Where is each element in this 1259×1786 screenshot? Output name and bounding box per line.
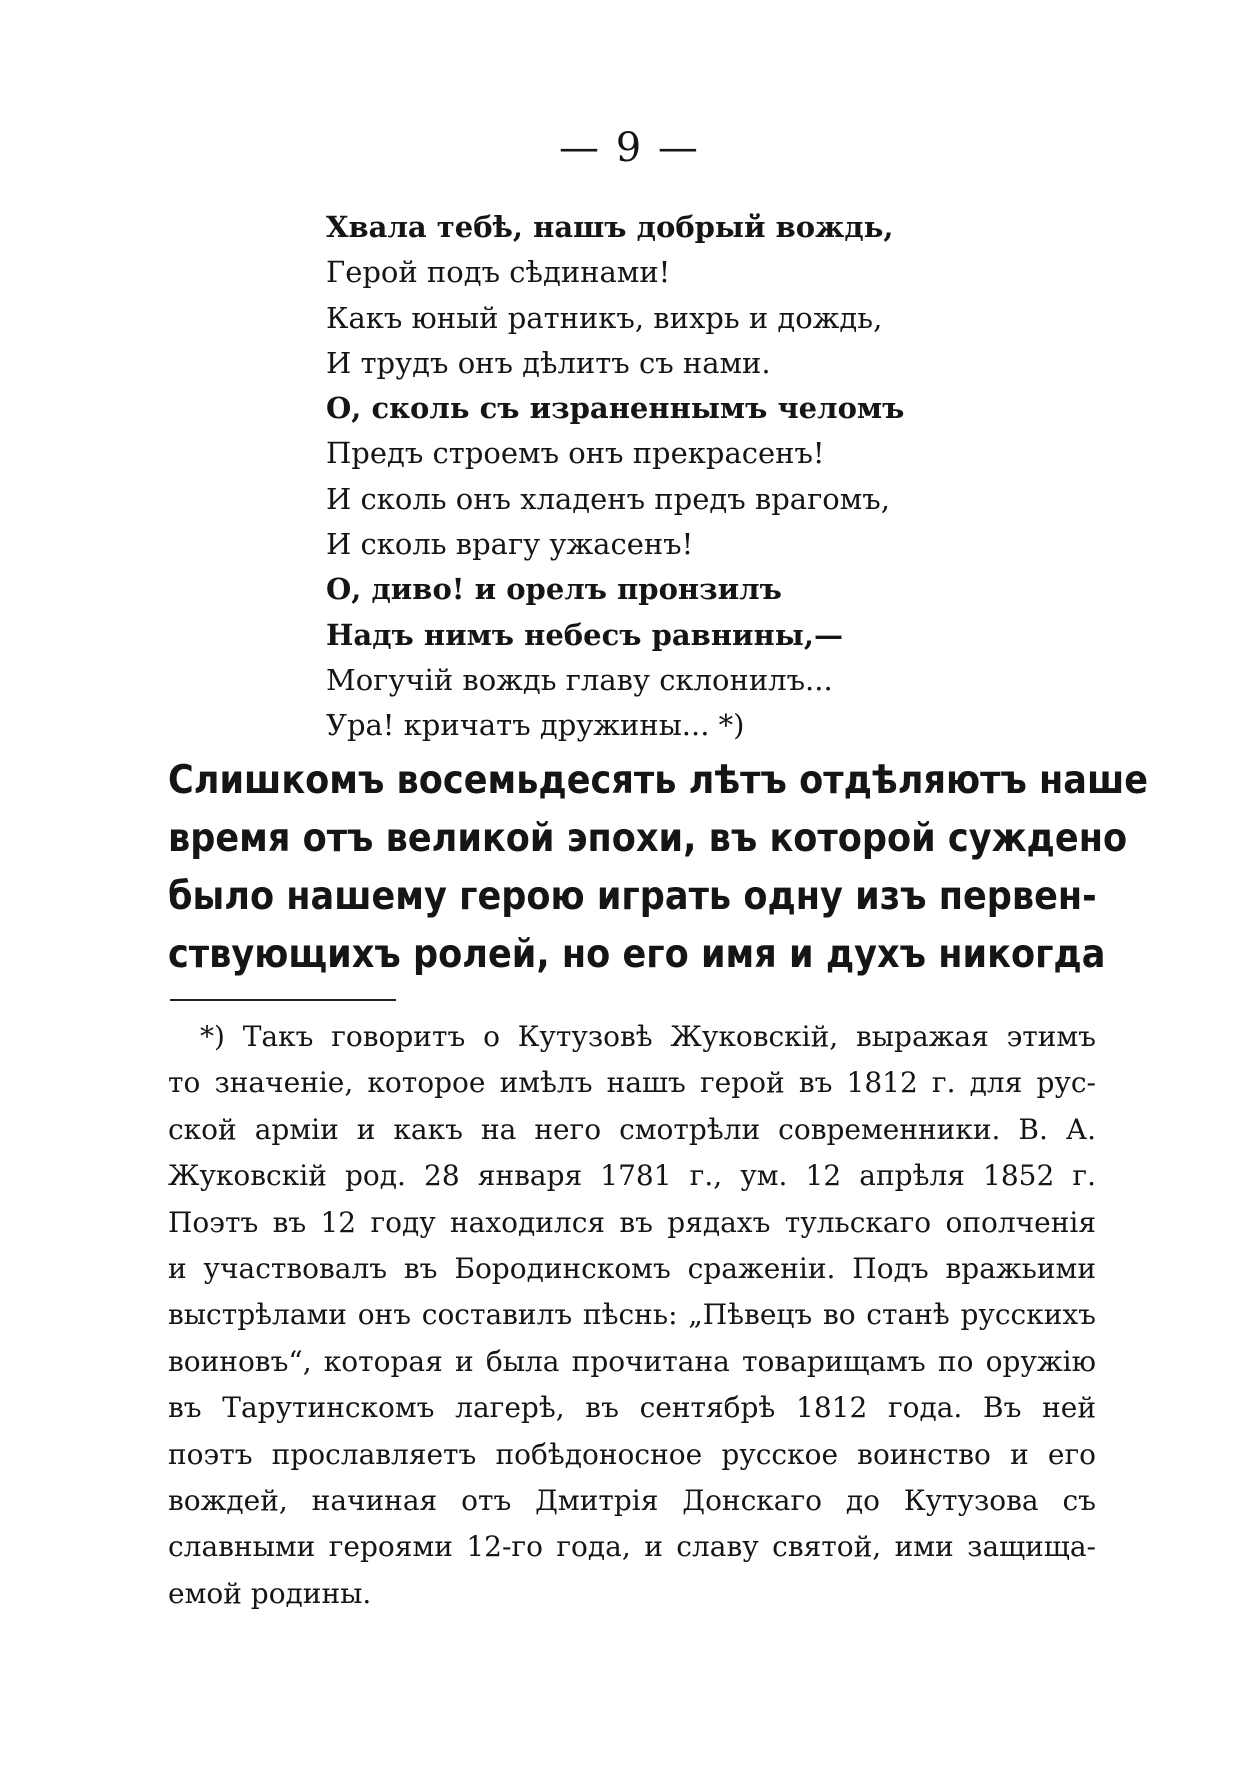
footnote-line: въ Тарутинскомъ лагерѣ, въ сентябрѣ 1812 года. Въ ней bbox=[168, 1391, 1096, 1425]
footnote-line: *) Такъ говоритъ о Кутузовѣ Жуковскій, выражая этимъ bbox=[200, 1020, 1096, 1053]
footnote-line: славными героями 12-го года, и славу святой, ими защища- bbox=[168, 1530, 1096, 1564]
poem-line: Хвала тебѣ, нашъ добрый вождь, bbox=[326, 210, 894, 244]
main-text-line: было нашему герою играть одну изъ первен- bbox=[168, 874, 1097, 919]
poem-line: И сколь онъ хладенъ предъ врагомъ, bbox=[326, 481, 890, 516]
poem-line: О, сколь съ израненнымъ челомъ bbox=[326, 391, 905, 426]
page-number: — 9 — bbox=[559, 125, 700, 171]
poem-line: Герой подъ сѣдинами! bbox=[326, 255, 671, 290]
poem-line: Какъ юный ратникъ, вихрь и дождь, bbox=[326, 300, 883, 335]
poem-line: Ура! кричатъ дружины... *) bbox=[326, 708, 745, 743]
poem-line: И трудъ онъ дѣлитъ съ нами. bbox=[326, 345, 771, 380]
poem-line: Надъ нимъ небесъ равнины,— bbox=[326, 617, 843, 652]
footnote-line: емой родины. bbox=[168, 1576, 372, 1610]
footnote-line: поэтъ прославляетъ побѣдоносное русское воинство и его bbox=[168, 1437, 1096, 1471]
footnote-line: ской арміи и какъ на него смотрѣли современники. В. А. bbox=[168, 1112, 1096, 1146]
footnote-line: и участвовалъ въ Бородинскомъ сраженіи. Подъ вражьими bbox=[168, 1252, 1096, 1286]
footnote-line: Жуковскій род. 28 января 1781 г., ум. 12 апрѣля 1852 г. bbox=[168, 1159, 1096, 1193]
main-text-line: Слишкомъ восемьдесять лѣтъ отдѣляютъ наше bbox=[168, 758, 1149, 803]
footnote-line: выстрѣлами онъ составилъ пѣснь: „Пѣвецъ во станѣ русскихъ bbox=[168, 1298, 1096, 1332]
footnote-line: Поэтъ въ 12 году находился въ рядахъ тульскаго ополченія bbox=[168, 1205, 1096, 1239]
footnote-line: воиновъ“, которая и была прочитана товарищамъ по оружію bbox=[168, 1344, 1096, 1378]
poem bbox=[326, 205, 1086, 749]
footnote bbox=[168, 1014, 1096, 1617]
footnote-line: вождей, начиная отъ Дмитрія Донскаго до Кутузова съ bbox=[168, 1484, 1096, 1518]
main-paragraph bbox=[168, 752, 1149, 984]
footnote-separator bbox=[170, 999, 396, 1001]
poem-line: И сколь врагу ужасенъ! bbox=[326, 527, 694, 562]
poem-line: О, диво! и орелъ пронзилъ bbox=[326, 572, 782, 607]
poem-line: Предъ строемъ онъ прекрасенъ! bbox=[326, 436, 825, 471]
main-text-line: время отъ великой эпохи, въ которой суждено bbox=[168, 816, 1128, 861]
poem-line: Могучій вождь главу склонилъ... bbox=[326, 662, 833, 697]
main-text-line: ствующихъ ролей, но его имя и духъ никогда bbox=[168, 932, 1106, 977]
footnote-line: то значеніе, которое имѣлъ нашъ герой въ 1812 г. для рус- bbox=[168, 1066, 1096, 1100]
